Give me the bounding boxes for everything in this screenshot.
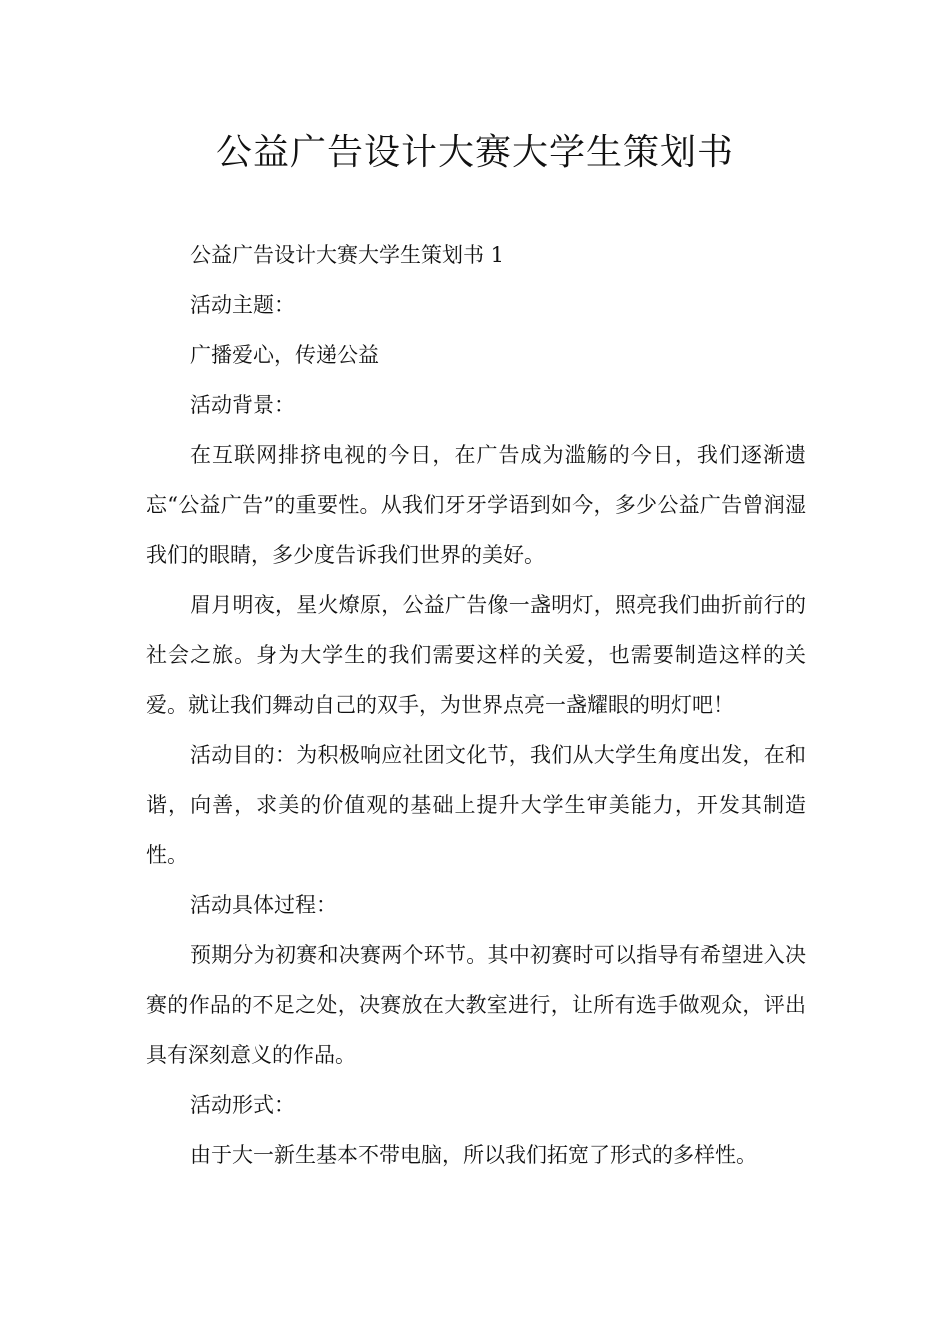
document-body	[146, 230, 806, 1180]
paragraph-process: 预期分为初赛和决赛两个环节。其中初赛时可以指导有希望进入决赛的作品的不足之处，决赛放在大教室进行，让所有选手做观众，评出具有深刻意义的作品。	[146, 943, 806, 1067]
paragraph-background-1: 在互联网排挤电视的今日，在广告成为滥觞的今日，我们逐渐遗忘“公益广告”的重要性。从我们牙牙学语到如今，多少公益广告曾润湿我们的眼睛，多少度告诉我们世界的美好。	[146, 443, 806, 567]
paragraph-background-2: 眉月明夜，星火燎原，公益广告像一盏明灯，照亮我们曲折前行的社会之旅。身为大学生的我们需要这样的关爱，也需要制造这样的关爱。就让我们舞动自己的双手，为世界点亮一盏耀眼的明灯吧！	[146, 593, 806, 717]
paragraph-theme-label: 活动主题：	[190, 293, 295, 317]
paragraph-form-label: 活动形式：	[190, 1093, 295, 1117]
paragraph-process-label: 活动具体过程：	[190, 893, 337, 917]
document-title: 公益广告设计大赛大学生策划书	[215, 132, 734, 173]
paragraph-background-label: 活动背景：	[190, 393, 295, 417]
paragraph-heading-1: 公益广告设计大赛大学生策划书 1	[190, 243, 505, 267]
paragraph-purpose: 活动目的：为积极响应社团文化节，我们从大学生角度出发，在和谐，向善，求美的价值观的基础上提升大学生审美能力，开发其制造性。	[146, 743, 806, 867]
paragraph-theme: 广播爱心，传递公益	[190, 343, 379, 367]
paragraph-form: 由于大一新生基本不带电脑，所以我们拓宽了形式的多样性。	[190, 1143, 757, 1167]
